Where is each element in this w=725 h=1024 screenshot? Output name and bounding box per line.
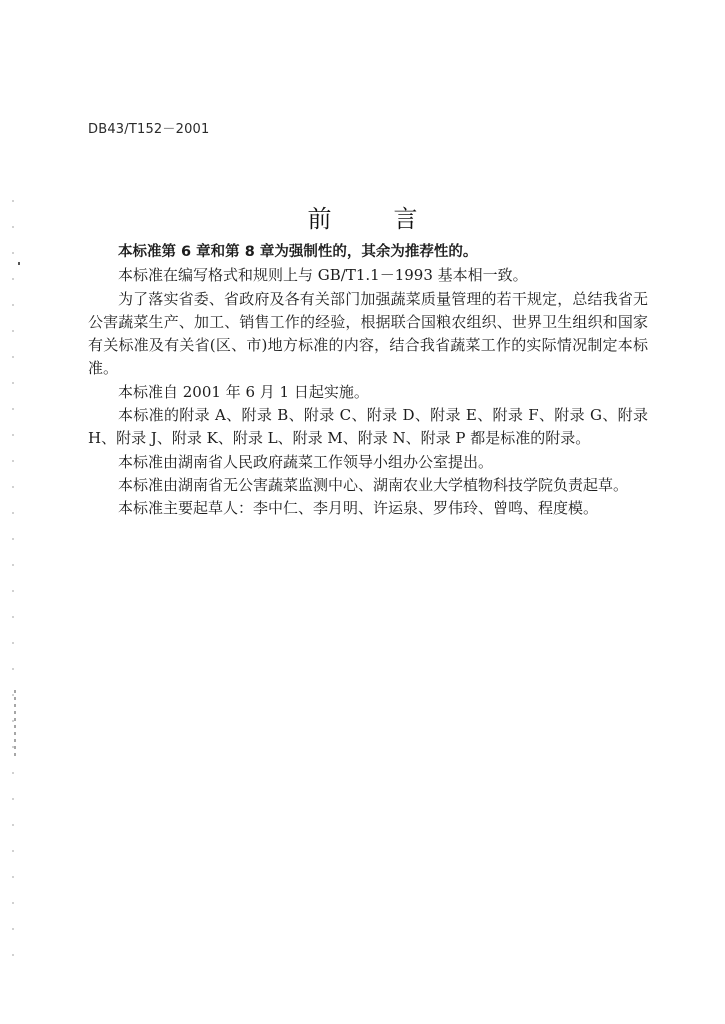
paragraph-effective-date: 本标准自 2001 年 6 月 1 日起实施。 (118, 382, 369, 401)
scan-edge-marks (12, 200, 14, 960)
paragraph-mandatory-clauses: 本标准第 6 章和第 8 章为强制性的，其余为推荐性的。 (118, 244, 478, 260)
title-char-1: 前 (307, 205, 332, 234)
paragraph-format-rules: 本标准在编写格式和规则上与 GB/T1.1－1993 基本相一致。 (118, 266, 528, 285)
scan-edge-dot (18, 262, 20, 265)
paragraph-background: 为了落实省委、省政府及各有关部门加强蔬菜质量管理的若干规定，总结我省无公害蔬菜生产、加工、销售工作的经验，根据联合国粮农组织、世界卫生组织和国家有关标准及有关省(区、市)地方标准的内容，结合我省蔬菜工作的实际情况制定本标准。 (88, 289, 648, 378)
paragraph-drafting-unit: 本标准由湖南省无公害蔬菜监测中心、湖南农业大学植物科技学院负责起草。 (118, 475, 629, 494)
paragraph-proposer: 本标准由湖南省人民政府蔬菜工作领导小组办公室提出。 (118, 452, 494, 471)
title-char-2: 言 (393, 205, 418, 234)
paragraph-appendices: 本标准的附录 A、附录 B、附录 C、附录 D、附录 E、附录 F、附录 G、附录 H、附录 J、附录 K、附录 L、附录 M、附录 N、附录 P 都是标准的附录。 (88, 406, 648, 448)
foreword-body (88, 241, 648, 521)
standard-code: DB43/T152－2001 (88, 122, 210, 137)
scan-edge-line (14, 690, 16, 760)
page-title (0, 199, 725, 234)
paragraph-drafters: 本标准主要起草人：李中仁、李月明、许运泉、罗伟玲、曾鸣、程度模。 (118, 499, 599, 518)
